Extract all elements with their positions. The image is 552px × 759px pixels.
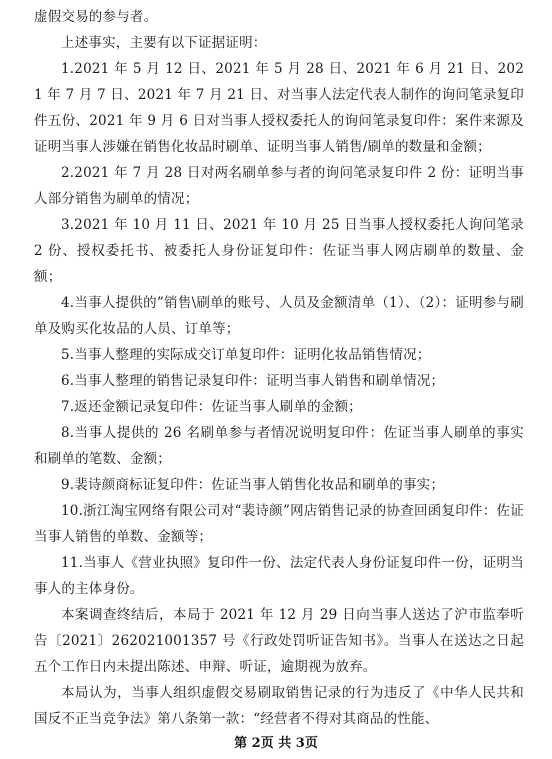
paragraph-10: 9.裴诗颜商标证复印件：佐证当事人销售化妆品和刷单的事实； [61, 477, 445, 493]
paragraph-6: 5.当事人整理的实际成交订单复印件：证明化妆品销售情况； [61, 347, 431, 363]
document-body [34, 4, 524, 732]
paragraph-12: 11.当事人《营业执照》复印件一份、法定代表人身份证复印件一份，证明当事人的主体身份。 [34, 555, 524, 597]
paragraph-1: 上述事实，主要有以下证据证明： [61, 35, 267, 51]
paragraph-13: 本案调查终结后，本局于 2021 年 12 月 29 日向当事人送达了沪市监奉听告〔2021〕262021001357 号《行政处罚听证告知书》。当事人在送达之日起五个工作日内未提出陈述、申辩、听证，逾期视为放弃。 [34, 607, 524, 675]
paragraph-7: 6.当事人整理的销售记录复印件：证明当事人销售和刷单情况； [61, 373, 445, 389]
paragraph-9: 8.当事人提供的 26 名刷单参与者情况说明复印件：佐证当事人刷单的事实和刷单的笔数、金额； [34, 425, 524, 467]
paragraph-4: 3.2021 年 10 月 11 日、2021 年 10 月 25 日当事人授权委托人询问笔录 2 份、授权委托书、被委托人身份证复印件：佐证当事人网店刷单的数量、金额； [34, 217, 524, 285]
paragraph-5: 4.当事人提供的”销售\刷单的账号、人员及金额清单（1）、（2）：证明参与刷单及购买化妆品的人员、订单等； [34, 295, 524, 337]
paragraph-0: 虚假交易的参与者。 [34, 9, 158, 25]
paragraph-14: 本局认为，当事人组织虚假交易刷取销售记录的行为违反了《中华人民共和国反不正当竞争法》第八条第一款：“经营者不得对其商品的性能、 [34, 685, 524, 727]
paragraph-11: 10.浙江淘宝网络有限公司对“裴诗颜”网店销售记录的协查回函复印件：佐证当事人销售的单数、金额等； [34, 503, 524, 545]
paragraph-2: 1.2021 年 5 月 12 日、2021 年 5 月 28 日、2021 年 6 月 21 日、2021 年 7 月 7 日、2021 年 7 月 21 日、对当事人法定代表人制作的询问笔录复印件五份、2021 年 9 月 6 日对当事人授权委托人的询问笔录复印件：案件来源及证明当事人涉嫌在销售化妆品时刷单、证明当事人销售/刷单的数量和金额； [34, 61, 524, 155]
page-footer: 第 2页 共 3页 [234, 736, 318, 751]
paragraph-8: 7.返还金额记录复印件：佐证当事人刷单的金额； [61, 399, 362, 415]
paragraph-3: 2.2021 年 7 月 28 日对两名刷单参与者的询问笔录复印件 2 份：证明当事人部分销售为刷单的情况； [34, 165, 524, 207]
